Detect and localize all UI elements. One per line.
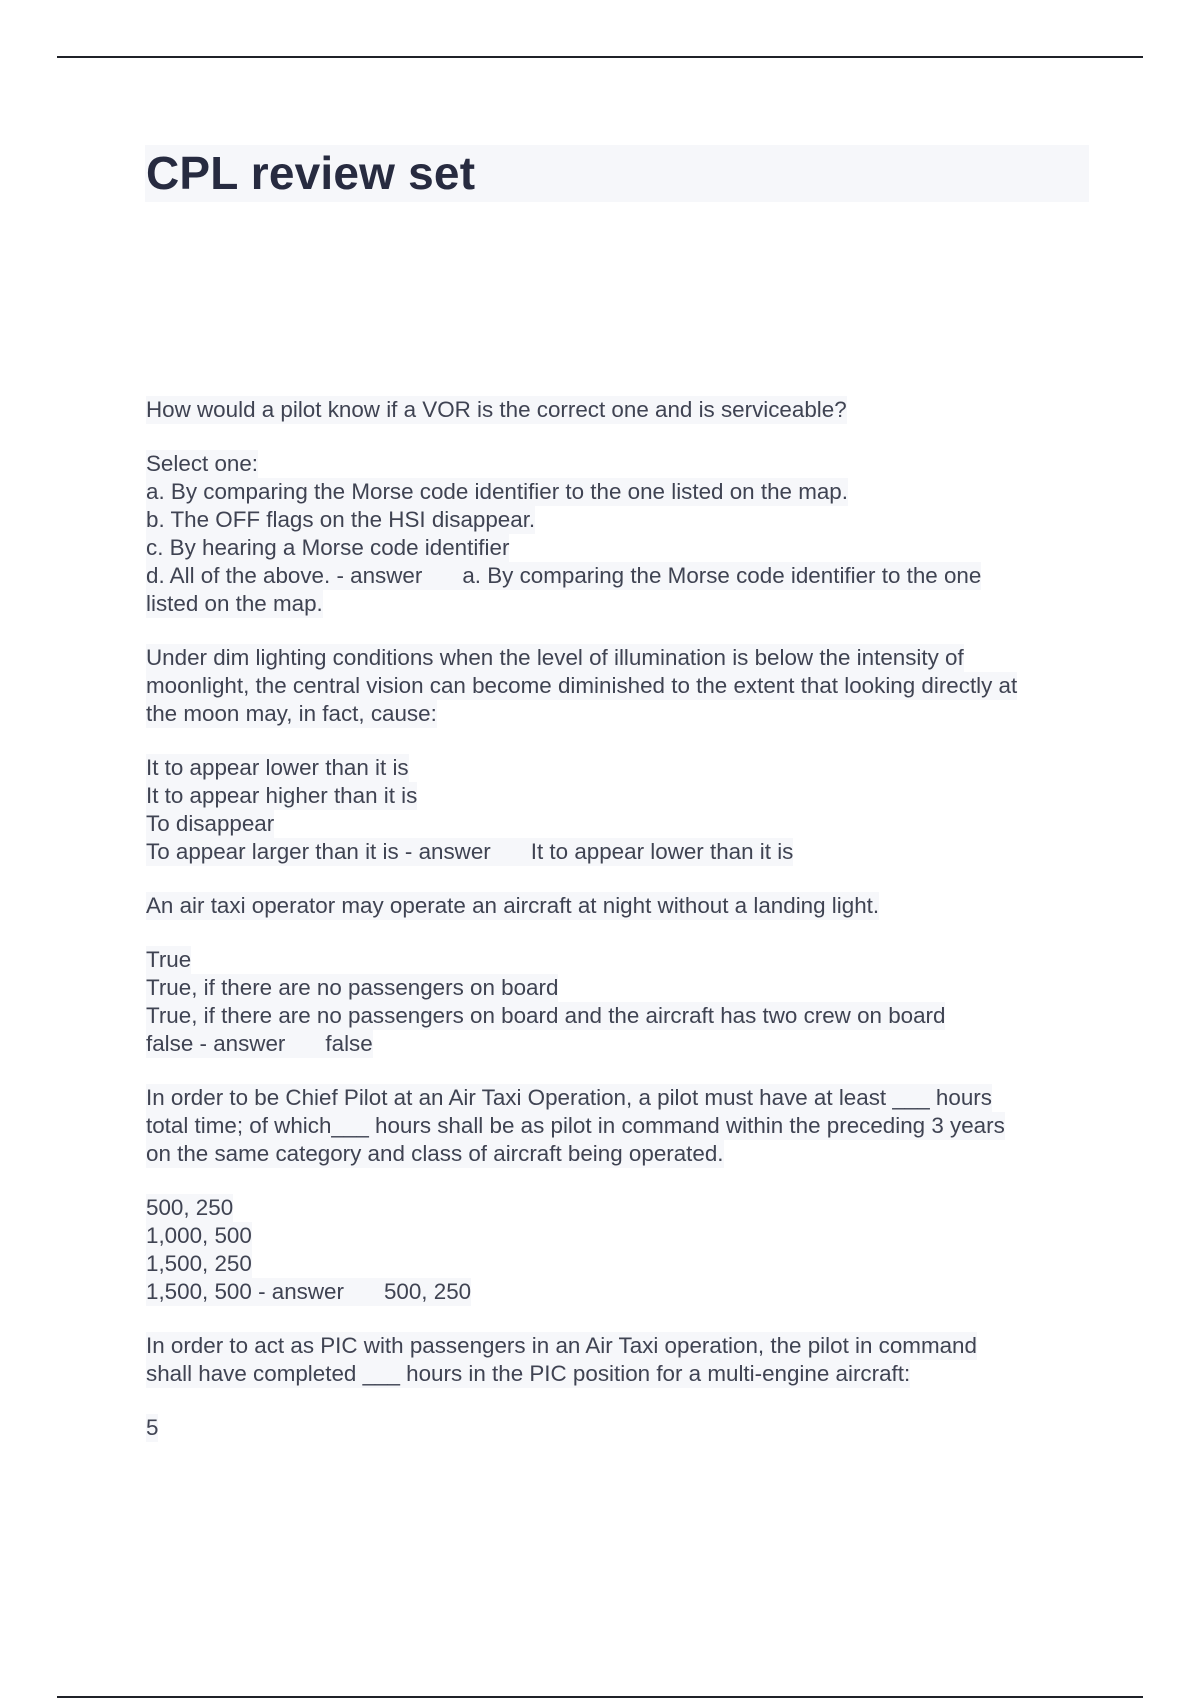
question-text: In order to act as PIC with passengers in an Air Taxi operation, the pilot in command xyxy=(146,1333,977,1358)
answer-label: - answer xyxy=(258,1279,344,1304)
option-line: 500, 250 xyxy=(146,1195,234,1220)
spacer xyxy=(146,728,1096,754)
option-line: True, if there are no passengers on board and the aircraft has two crew on board xyxy=(146,1003,946,1028)
document-title: CPL review set xyxy=(146,147,476,199)
bottom-rule xyxy=(57,1696,1143,1698)
spacer xyxy=(146,1388,1096,1414)
spacer xyxy=(146,866,1096,892)
spacer xyxy=(146,424,1096,450)
question-text: How would a pilot know if a VOR is the correct one and is serviceable? xyxy=(146,397,847,422)
question-block xyxy=(146,1084,1096,1306)
option-line: b. The OFF flags on the HSI disappear. xyxy=(146,507,536,532)
answer-line xyxy=(146,1278,471,1306)
answer-line xyxy=(146,562,981,590)
answer-label: - answer xyxy=(404,839,491,864)
question-text: total time; of which___ hours shall be as pilot in command within the preceding 3 years xyxy=(146,1113,1005,1138)
question-block xyxy=(146,396,1096,618)
answer-text: It to appear lower than it is xyxy=(530,839,794,864)
option-text: d. All of the above. xyxy=(146,563,331,588)
answer-text: false xyxy=(325,1031,373,1056)
question-text: moonlight, the central vision can become diminished to the extent that looking directly at xyxy=(146,673,1018,698)
option-line: It to appear higher than it is xyxy=(146,783,418,808)
question-text: the moon may, in fact, cause: xyxy=(146,701,437,726)
answer-line xyxy=(146,838,793,866)
option-line: 1,000, 500 xyxy=(146,1223,252,1248)
spacer xyxy=(146,618,1096,644)
answer-label: - answer xyxy=(199,1031,286,1056)
option-text: 1,500, 500 xyxy=(146,1279,252,1304)
question-text: on the same category and class of aircraft being operated. xyxy=(146,1141,724,1166)
question-block xyxy=(146,1332,1096,1442)
option-line: 1,500, 250 xyxy=(146,1251,252,1276)
option-line: c. By hearing a Morse code identifier xyxy=(146,535,510,560)
document-body xyxy=(146,396,1096,1442)
answer-text: a. By comparing the Morse code identifier to the one xyxy=(462,563,982,588)
option-line: a. By comparing the Morse code identifier to the one listed on the map. xyxy=(146,479,848,504)
option-text: To appear larger than it is xyxy=(146,839,399,864)
option-line: Select one: xyxy=(146,451,259,476)
question-text: shall have completed ___ hours in the PIC position for a multi-engine aircraft: xyxy=(146,1361,911,1386)
spacer xyxy=(146,920,1096,946)
question-block xyxy=(146,644,1096,866)
option-line: It to appear lower than it is xyxy=(146,755,409,780)
spacer xyxy=(146,1168,1096,1194)
answer-line xyxy=(146,1030,373,1058)
question-text: In order to be Chief Pilot at an Air Taxi Operation, a pilot must have at least ___ hours xyxy=(146,1085,992,1110)
option-line: 5 xyxy=(146,1415,159,1440)
question-block xyxy=(146,892,1096,1058)
option-line: True, if there are no passengers on board xyxy=(146,975,559,1000)
option-line: To disappear xyxy=(146,811,275,836)
top-rule xyxy=(57,56,1143,58)
question-text: Under dim lighting conditions when the level of illumination is below the intensity of xyxy=(146,645,964,670)
answer-continuation: listed on the map. xyxy=(146,591,323,616)
spacer xyxy=(146,1058,1096,1084)
question-text: An air taxi operator may operate an aircraft at night without a landing light. xyxy=(146,893,880,918)
answer-label: - answer xyxy=(336,563,423,588)
option-line: True xyxy=(146,947,192,972)
spacer xyxy=(146,1306,1096,1332)
option-text: false xyxy=(146,1031,194,1056)
answer-text: 500, 250 xyxy=(383,1279,472,1304)
